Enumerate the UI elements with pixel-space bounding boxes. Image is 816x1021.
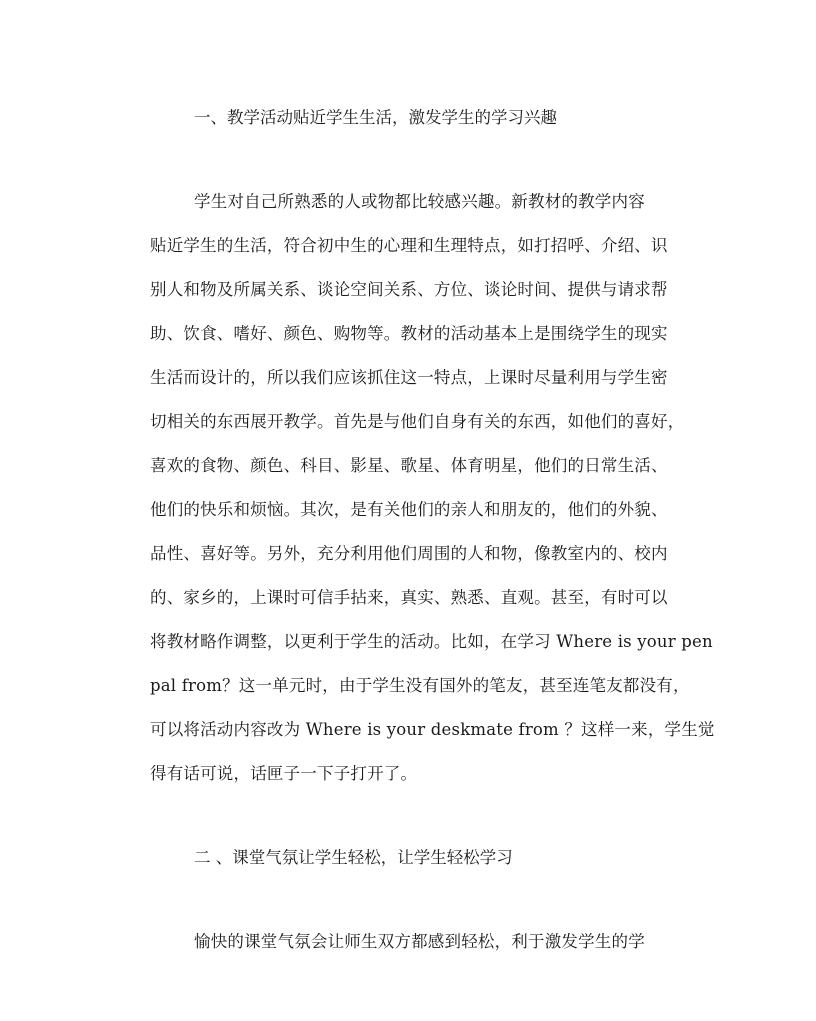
- paragraph-line: 喜欢的食物、颜色、科目、影星、歌星、体育明星，他们的日常生活、: [150, 456, 668, 475]
- paragraph-line: 将教材略作调整，以更利于学生的活动。比如，在学习 Where is your pen: [150, 632, 713, 651]
- paragraph-line: 助、饮食、嗜好、颜色、购物等。教材的活动基本上是围绕学生的现实: [150, 324, 668, 343]
- paragraph-line: 他们的快乐和烦恼。其次，是有关他们的亲人和朋友的，他们的外貌、: [150, 500, 668, 519]
- paragraph-line: pal from？这一单元时，由于学生没有国外的笔友，甚至连笔友都没有，: [150, 676, 690, 695]
- paragraph-line: 品性、喜好等。另外，充分利用他们周围的人和物，像教室内的、校内: [150, 544, 668, 563]
- paragraph-line: 的、家乡的，上课时可信手拈来，真实、熟悉、直观。甚至，有时可以: [150, 588, 668, 607]
- paragraph-line: 得有话可说，话匣子一下子打开了。: [150, 764, 418, 783]
- paragraph-line: 学生对自己所熟悉的人或物都比较感兴趣。新教材的教学内容: [194, 192, 645, 211]
- paragraph-line: 切相关的东西展开教学。首先是与他们自身有关的东西，如他们的喜好，: [150, 412, 685, 431]
- paragraph-line: 生活而设计的，所以我们应该抓住这一特点，上课时尽量利用与学生密: [150, 368, 668, 387]
- section-1-heading: 一、教学活动贴近学生生活，激发学生的学习兴趣: [194, 108, 557, 127]
- paragraph-line: 别人和物及所属关系、谈论空间关系、方位、谈论时间、提供与请求帮: [150, 280, 668, 299]
- paragraph-line: 可以将活动内容改为 Where is your deskmate from ？这样一来，学生觉: [150, 720, 715, 739]
- paragraph-line: 贴近学生的生活，符合初中生的心理和生理特点，如打招呼、介绍、识: [150, 236, 668, 255]
- paragraph-line: 愉快的课堂气氛会让师生双方都感到轻松，利于激发学生的学: [194, 932, 645, 951]
- section-2-heading: 二 、课堂气氛让学生轻松，让学生轻松学习: [194, 848, 513, 867]
